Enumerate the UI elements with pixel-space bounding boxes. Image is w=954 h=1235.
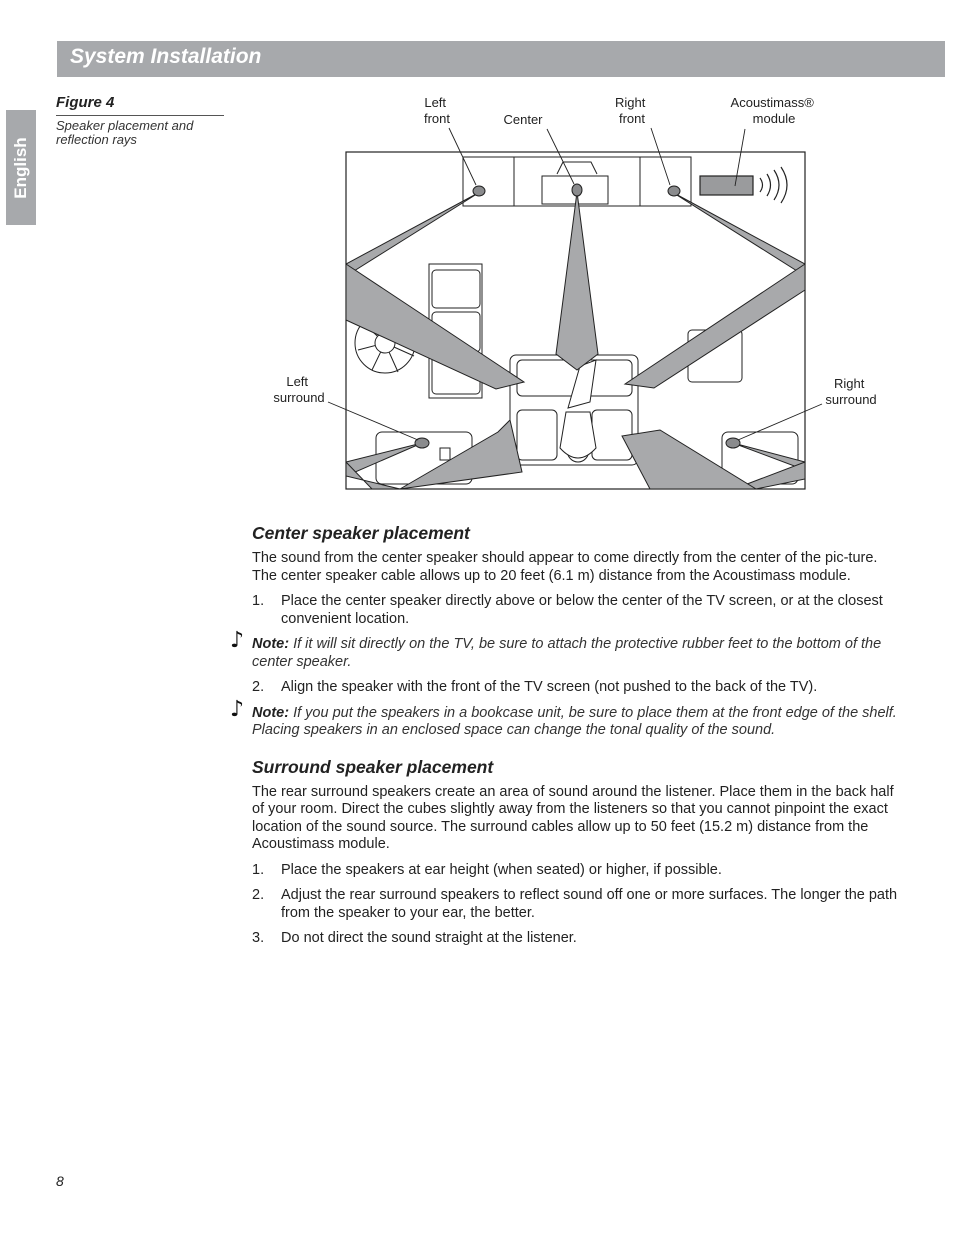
list-number: 2. bbox=[252, 887, 265, 903]
main-content bbox=[230, 522, 900, 956]
surround-section bbox=[252, 756, 900, 948]
list-text: Place the speakers at ear height (when seated) or higher, if possible. bbox=[281, 861, 722, 878]
music-note-icon: ♪ bbox=[230, 696, 245, 722]
list-item bbox=[252, 593, 900, 628]
center-intro: The sound from the center speaker should appear to come directly from the center of the pic-ture. The center speaker cable allows up to 20 feet (6.1 m) distance from the Acoustimass module. bbox=[252, 550, 878, 584]
surround-intro: The rear surround speakers create an area of sound around the listener. Place them in the back half of your room. Direct the cubes slightly away from the listeners so that you cannot pinpoint the exact location of the sound source. The surround cables allow up to 50 feet (15.2 m) distance from the Acoustimass module. bbox=[252, 783, 894, 852]
figure-caption: Speaker placement and reflection rays bbox=[56, 118, 194, 147]
surround-heading: Surround speaker placement bbox=[252, 756, 494, 777]
note-text: If you put the speakers in a bookcase unit, be sure to place them at the front edge of the shelf. Placing speakers in an enclosed space can change the tonal quality of the sound. bbox=[252, 704, 897, 738]
right-front-speaker bbox=[668, 186, 680, 196]
list-item bbox=[252, 887, 900, 922]
right-surround-speaker bbox=[726, 438, 740, 448]
list-number: 1. bbox=[252, 593, 265, 609]
section-title: System Installation bbox=[70, 45, 262, 68]
note-text: If it will sit directly on the TV, be sure to attach the protective rubber feet to the bottom of the center speaker. bbox=[252, 636, 882, 670]
note-label: Note: bbox=[252, 704, 290, 721]
page-number: 8 bbox=[56, 1173, 64, 1189]
list-number: 2. bbox=[252, 679, 265, 695]
list-item bbox=[252, 679, 900, 697]
list-item bbox=[252, 862, 900, 880]
music-note-icon: ♪ bbox=[230, 628, 245, 653]
label-left-surround: Left surround bbox=[273, 374, 325, 405]
label-right-front: Right front bbox=[615, 95, 646, 126]
label-acoustimass-module: Acoustimass® module bbox=[730, 95, 814, 126]
language-tab bbox=[6, 110, 36, 225]
section-header-bar bbox=[57, 41, 945, 77]
center-speaker bbox=[572, 184, 582, 196]
list-text: Align the speaker with the front of the TV screen (not pushed to the back of the TV). bbox=[281, 679, 818, 695]
list-text: Adjust the rear surround speakers to reflect sound off one or more surfaces. The longer the path from the speaker to your ear, the better. bbox=[281, 887, 898, 921]
label-left-front: Left front bbox=[423, 95, 451, 126]
list-text: Do not direct the sound straight at the listener. bbox=[281, 930, 577, 946]
list-number: 3. bbox=[252, 930, 265, 946]
speaker-placement-diagram bbox=[262, 92, 877, 502]
language-tab-label: English bbox=[11, 136, 30, 199]
list-text: Place the center speaker directly above or below the center of the TV screen, or at the closest convenient location. bbox=[281, 593, 883, 627]
left-front-speaker bbox=[473, 186, 485, 196]
list-number: 1. bbox=[252, 861, 265, 878]
note bbox=[230, 628, 900, 671]
note-label: Note: bbox=[252, 636, 290, 652]
label-center: Center bbox=[503, 112, 543, 127]
list-item bbox=[252, 930, 900, 948]
center-heading: Center speaker placement bbox=[252, 523, 470, 543]
label-right-surround: Right surround bbox=[825, 376, 877, 407]
figure-label: Figure 4 bbox=[56, 94, 224, 116]
note bbox=[230, 696, 900, 740]
